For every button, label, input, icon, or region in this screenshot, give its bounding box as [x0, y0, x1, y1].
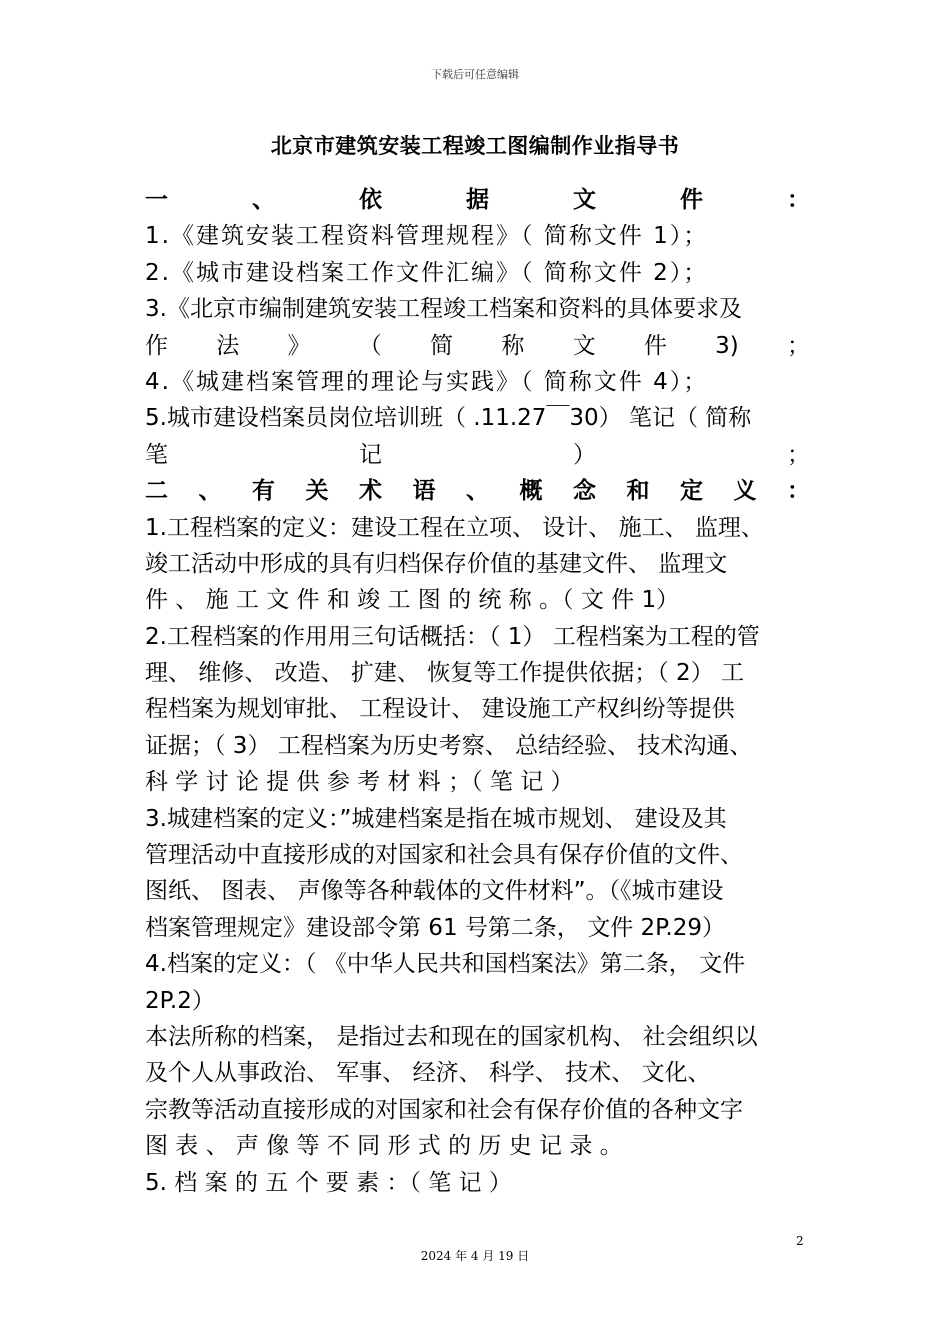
heading-char: 依 — [359, 187, 382, 213]
paragraph-line: 1.工程档案的定义：建设工程在立项、 设计、 施工、 监理、 — [145, 514, 764, 541]
paragraph-line: 本法所称的档案， 是指过去和现在的国家机构、 社会组织以 — [145, 1023, 758, 1050]
paragraph-line: 宗教等活动直接形成的对国家和社会有保存价值的各种文字 — [145, 1096, 743, 1123]
text-char: 3) — [715, 332, 739, 359]
text-char: ） — [573, 441, 596, 468]
paragraph-line: 5. 档 案 的 五 个 要 素 ：（ 笔 记 ） — [145, 1169, 512, 1196]
paragraph-line: 档案管理规定》建设部令第 61 号第二条， 文件 2P.29） — [145, 914, 726, 941]
paragraph-line: 图纸、 图表、 声像等各种载体的文件材料”。（《城市建设 — [145, 878, 724, 905]
text-char: ； — [787, 332, 810, 359]
header-note: 下载后可任意编辑 — [431, 68, 519, 81]
reference-4: 4.《城建档案管理的理论与实践》（ 简称文件 4）； — [145, 368, 709, 395]
paragraph-line: 理、 维修、 改造、 扩建、 恢复等工作提供依据；（ 2） 工 — [145, 660, 744, 687]
heading-char: 术 — [359, 478, 382, 505]
paragraph-line: 竣工活动中形成的具有归档保存价值的基建文件、 监理文 — [145, 550, 728, 577]
page-number: 2 — [796, 1234, 804, 1248]
paragraph-line: 证据；（ 3） 工程档案为历史考察、 总结经验、 技术沟通、 — [145, 732, 753, 759]
heading-char: 、 — [252, 187, 275, 213]
text-char: 记 — [359, 441, 382, 468]
heading-char: 语 — [412, 478, 436, 505]
heading-char: 、 — [466, 478, 489, 505]
reference-2: 2.《城市建设档案工作文件汇编》（ 简称文件 2）； — [145, 259, 709, 286]
footer-date: 2024 年 4 月 19 日 — [420, 1249, 530, 1263]
heading-char: 据 — [466, 187, 489, 213]
heading-char: 关 — [305, 478, 329, 505]
heading-char: 和 — [626, 478, 650, 505]
text-char: 法 — [216, 332, 240, 359]
text-char: （ — [358, 332, 382, 359]
paragraph-line: 程档案为规划审批、 工程设计、 建设施工产权纠纷等提供 — [145, 696, 735, 723]
text-char: 简 — [430, 332, 454, 359]
paragraph-line: 4.档案的定义：（ 《中华人民共和国档案法》第二条， 文件 — [145, 951, 746, 978]
paragraph-line: 3.城建档案的定义：”城建档案是指在城市规划、 建设及其 — [145, 805, 727, 832]
text-char: 作 — [145, 332, 168, 359]
paragraph-line: 图 表 、 声 像 等 不 同 形 式 的 历 史 记 录 。 — [145, 1133, 623, 1160]
heading-char: ： — [787, 478, 810, 505]
text-char: 文 — [572, 332, 596, 359]
heading-char: 、 — [198, 478, 222, 505]
text-char: ； — [787, 441, 810, 468]
heading-char: 念 — [573, 478, 596, 505]
paragraph-line: 及个人从事政治、 军事、 经济、 科学、 技术、 文化、 — [145, 1060, 711, 1087]
heading-char: 概 — [519, 478, 543, 505]
heading-char: 文 — [573, 187, 596, 213]
heading-char: ： — [787, 187, 810, 213]
heading-char: 义 — [733, 478, 757, 505]
paragraph-line: 2.工程档案的作用用三句话概括：（ 1） 工程档案为工程的管 — [145, 623, 760, 650]
heading-char: 二 — [145, 478, 168, 505]
text-char: 》 — [287, 332, 311, 359]
section2-heading — [145, 473, 810, 509]
reference-3-cont — [145, 328, 810, 364]
reference-3: 3.《北京市编制建筑安装工程竣工档案和资料的具体要求及 — [145, 296, 742, 323]
reference-1: 1.《建筑安装工程资料管理规程》（ 简称文件 1）； — [145, 223, 709, 250]
text-char: 件 — [643, 332, 667, 359]
heading-char: 定 — [680, 478, 703, 505]
heading-char: 件 — [680, 187, 703, 213]
document-title: 北京市建筑安装工程竣工图编制作业指导书 — [270, 134, 680, 158]
reference-5: 5.城市建设档案员岗位培训班（ .11.27￣30） 笔记（ 简称 — [145, 405, 752, 432]
paragraph-line: 件 、 施 工 文 件 和 竣 工 图 的 统 称 。（ 文 件 1） — [145, 587, 680, 614]
reference-5-cont — [145, 437, 810, 473]
text-char: 称 — [501, 332, 525, 359]
paragraph-line: 科 学 讨 论 提 供 参 考 材 料 ；（ 笔 记 ） — [145, 769, 574, 796]
section1-heading — [145, 182, 810, 218]
heading-char: 有 — [252, 478, 275, 505]
heading-char: 一 — [145, 187, 168, 213]
document-body — [145, 182, 810, 1201]
paragraph-line: 2P.2） — [145, 987, 215, 1014]
paragraph-line: 管理活动中直接形成的对国家和社会具有保存价值的文件、 — [145, 842, 743, 869]
text-char: 笔 — [145, 441, 168, 468]
